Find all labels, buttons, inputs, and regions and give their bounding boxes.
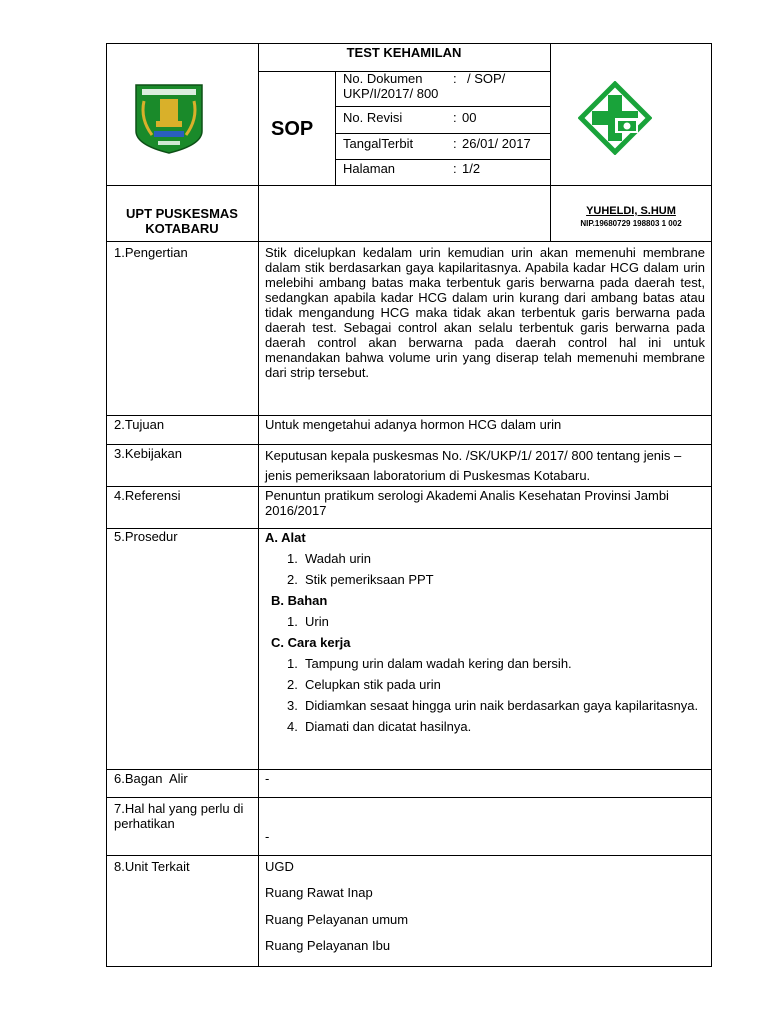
bahan-heading: B. Bahan [271,593,328,608]
row-line-header-bottom [106,185,712,186]
kotabaru-emblem-icon [132,79,206,155]
unit-item-pelayanan-umum: Ruang Pelayanan umum [265,912,409,927]
revision-value: 00 [462,110,477,125]
organization-name: UPT PUSKESMAS KOTABARU [126,206,238,236]
row-line-kebijakan [106,486,712,487]
pengertian-label: 1.Pengertian [114,245,188,260]
issue-date-value: 26/01/ 2017 [462,136,531,151]
page-sep: : [453,161,457,176]
unit-label: 8.Unit Terkait [114,859,190,874]
doc-number-label: No. Dokumen [343,71,423,86]
border-left [106,43,107,967]
unit-item-pelayanan-ibu: Ruang Pelayanan Ibu [265,938,391,953]
cara-heading: C. Cara kerja [271,635,351,650]
alat-heading: A. Alat [265,530,306,545]
document-title: TEST KEHAMILAN [346,45,462,60]
bagan-label: 6.Bagan Alir [114,771,188,786]
col-divider-1 [258,43,259,967]
puskesmas-cross-icon [578,81,652,155]
signer-name: YUHELDI, S.HUM [586,205,676,217]
row-line-pengertian [106,415,712,416]
referensi-label: 4.Referensi [114,488,181,503]
list-item: 1. Urin [287,614,329,629]
sop-label: SOP [271,118,314,140]
unit-item-ugd: UGD [265,859,294,874]
row-line-3 [335,159,550,160]
issue-date-label: TangalTerbit [343,136,414,151]
unit-item-rawat-inap: Ruang Rawat Inap [265,885,373,900]
tujuan-label: 2.Tujuan [114,417,165,432]
list-item: 1. Tampung urin dalam wadah kering dan bersih. [287,656,572,671]
list-item: 4. Diamati dan dicatat hasilnya. [287,719,472,734]
doc-number-sep: : [453,71,457,86]
page-value: 1/2 [462,161,481,176]
revision-sep: : [453,110,457,125]
issue-date-sep: : [453,136,457,151]
kebijakan-text: Keputusan kepala puskesmas No. /SK/UKP/1/ 2017/ 800 tentang jenis – jenis pemeriksaan laboratorium di Puskesmas Kotabaru. [265,448,682,483]
revision-label: No. Revisi [343,110,403,125]
border-bottom [106,966,712,967]
list-item: 3. Didiamkan sesaat hingga urin naik berdasarkan gaya kapilaritasnya. [287,698,699,713]
border-top [106,43,712,44]
list-item: 2. Celupkan stik pada urin [287,677,441,692]
page-label: Halaman [343,161,396,176]
row-line-hal [106,855,712,856]
list-item: 1. Wadah urin [287,551,371,566]
row-line-tujuan [106,444,712,445]
border-right [711,43,712,967]
row-line-prosedur [106,769,712,770]
prosedur-label: 5.Prosedur [114,529,178,544]
pengertian-text: Stik dicelupkan kedalam urin kemudian urin akan memenuhi membrane dalam stik berdasarkan gaya kapilaritasnya. Apabila kadar HCG dalam urin melebihi ambang batas maka terbentuk garis berwarna pada daerah test, sedangkan apabila kadar HCG dalam urin kurang dari ambang batas atau tidak mengandung HCG maka tidak akan terbentuk garis berwarna pada daerah test. Sebagai control akan selalu terbentuk garis berwarna pada daerah control akan berwarna pada daerah control hal ini untuk menandakan bahwa volume urin yang diserap telah memenuhi membrane dari strip tersebut. [265,245,705,380]
bagan-text: - [265,771,270,786]
prosedur-list [265,527,705,737]
kebijakan-label: 3.Kebijakan [114,446,182,461]
row-line-org-bottom [106,241,712,242]
doc-number-value: / SOP/ UKP/I/2017/ 800 [343,71,506,101]
list-item: 2. Stik pemeriksaan PPT [287,572,434,587]
signer-nip: NIP.19680729 198803 1 002 [580,219,682,228]
hal-label: 7.Hal hal yang perlu di perhatikan [114,801,244,831]
tujuan-text: Untuk mengetahui adanya hormon HCG dalam urin [265,417,562,432]
sop-document [106,43,712,967]
col-divider-2 [335,71,336,185]
row-line-2 [335,133,550,134]
row-line-1 [335,106,550,107]
row-line-bagan [106,797,712,798]
referensi-text: Penuntun pratikum serologi Akademi Analis Kesehatan Provinsi Jambi 2016/2017 [265,488,669,518]
hal-text: - [265,829,270,844]
